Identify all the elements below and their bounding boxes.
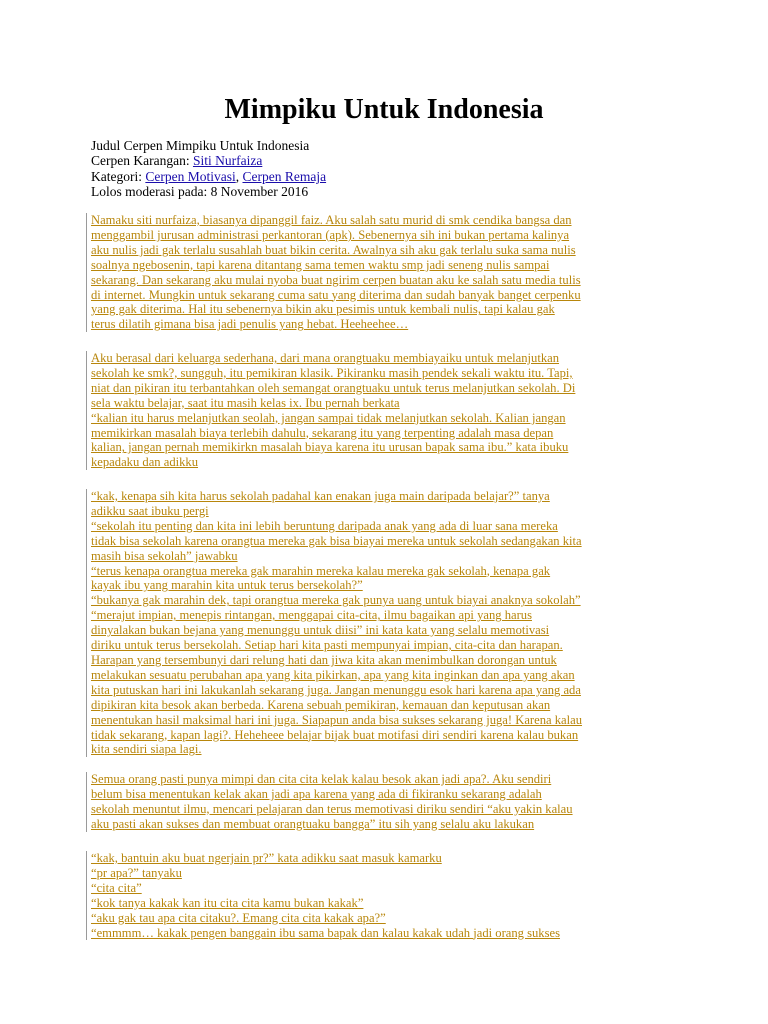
- paragraph-line: “emmmm… kakak pengen banggain ibu sama bapak dan kalau kakak udah jadi orang sukses: [91, 925, 560, 940]
- paragraph-line: kayak ibu yang marahin kita untuk terus bersekolah?”: [91, 578, 363, 593]
- paragraph-line: “kok tanya kakak kan itu cita cita kamu bukan kakak”: [91, 895, 364, 910]
- paragraph-line: kalian, jangan pernah memikirkn masalah biaya karena itu urusan bapak sama ibu.” kata ibuku: [91, 440, 569, 455]
- paragraph-line: Semua orang pasti punya mimpi dan cita cita kelak kalau besok akan jadi apa?. Aku sendiri: [91, 772, 552, 786]
- paragraph-line: sela waktu belajar, saat itu masih kelas ix. Ibu pernah berkata: [91, 395, 400, 410]
- author-link[interactable]: Siti Nurfaiza: [192, 153, 263, 169]
- paragraph-line: “kak, bantuin aku buat ngerjain pr?” kata adikku saat masuk kamarku: [91, 851, 442, 865]
- paragraph-line: menggambil jurusan administrasi perkantoran (apk). Sebenernya sih ini bukan pertama kalinya: [91, 227, 570, 242]
- paragraph-line: sekolah menuntut ilmu, mencari pelajaran dan terus memotivasi diriku sendiri “aku yakin kalau: [91, 801, 573, 816]
- paragraph-line: masih bisa sekolah” jawabku: [91, 548, 238, 563]
- paragraph-line: niat dan pikiran itu terbantahkan oleh semangat orangtuaku untuk terus melanjutkan sekolah. Di: [91, 380, 576, 395]
- paragraph-line: tidak sekarang, kapan lagi?. Heheheee belajar bijak buat motifasi diri sendiri karena kalau bukan: [91, 727, 579, 742]
- paragraph-line: kepadaku dan adikku: [91, 455, 199, 470]
- paragraph-line: “kak, kenapa sih kita harus sekolah padahal kan enakan juga main daripada belajar?” tanya: [91, 489, 550, 503]
- paragraph-line: Namaku siti nurfaiza, biasanya dipanggil faiz. Aku salah satu murid di smk cendika bangsa dan: [91, 213, 572, 227]
- paragraph-line: “bukanya gak marahin dek, tapi orangtua mereka gak punya uang untuk biayai anaknya sokolah”: [91, 593, 581, 608]
- paragraph-line: adikku saat ibuku pergi: [91, 503, 209, 518]
- meta-kategori: [91, 169, 326, 184]
- story-meta: [91, 138, 326, 199]
- paragraph-line: melakukan sesuatu perubahan apa yang kita pikirkan, apa yang kita inginkan dan apa yang akan: [91, 667, 575, 682]
- paragraph-line: Aku berasal dari keluarga sederhana, dari mana orangtuaku membiayaiku untuk melanjutkan: [91, 351, 560, 365]
- paragraph-line: memikirkan masalah biaya terlebih dahulu, sekarang itu yang terpenting adalah masa depan: [91, 425, 554, 440]
- paragraph-line: di internet. Mungkin untuk sekarang cuma satu yang diterima dan sudah banyak banget cerpenku: [91, 287, 581, 302]
- paragraph-line: Harapan yang tersembunyi dari relung hati dan jiwa kita akan menimbulkan dorongan untuk: [91, 652, 557, 667]
- paragraph-3: [86, 489, 695, 757]
- kategori-label: Kategori:: [91, 168, 146, 184]
- meta-judul: Judul Cerpen Mimpiku Untuk Indonesia: [91, 138, 310, 153]
- paragraph-line: aku nulis jadi gak terlalu susahlah buat bikin cerita. Awalnya sih aku gak terlalu suka sama nulis: [91, 242, 576, 257]
- paragraph-line: tidak bisa sekolah karena orangtua mereka gak bisa biayai mereka untuk sekolah sedangakan kita: [91, 533, 582, 548]
- category-link-motivasi[interactable]: Cerpen Motivasi: [145, 168, 236, 184]
- paragraph-line: kita putuskan hari ini lakukanlah sekarang juga. Jangan menunggu esok hari karena apa yang ada: [91, 682, 581, 697]
- karangan-label: Cerpen Karangan:: [91, 153, 193, 169]
- paragraph-line: terus dilatih gimana bisa jadi penulis yang hebat. Heeheehee…: [91, 317, 409, 332]
- category-link-remaja[interactable]: Cerpen Remaja: [242, 168, 327, 184]
- paragraph-line: dinyalakan bukan bejana yang menunggu untuk diisi” ini kata kata yang selalu memotivasi: [91, 623, 550, 638]
- paragraph-line: belum bisa menentukan kelak akan jadi apa karena yang ada di fikiranku sekarang adalah: [91, 786, 542, 801]
- paragraph-line: “pr apa?” tanyaku: [91, 865, 182, 880]
- page-title: Mimpiku Untuk Indonesia: [224, 94, 544, 125]
- paragraph-line: “terus kenapa orangtua mereka gak marahin mereka kalau mereka gak sekolah, kenapa gak: [91, 563, 551, 578]
- category-separator: ,: [235, 168, 243, 184]
- paragraph-5: [86, 851, 695, 940]
- paragraph-line: diriku untuk terus bersekolah. Setiap hari kita pasti mempunyai impian, cita-cita dan harapan.: [91, 638, 563, 653]
- paragraph-line: “aku gak tau apa cita citaku?. Emang cita cita kakak apa?”: [91, 910, 386, 925]
- paragraph-line: “cita cita”: [91, 880, 142, 895]
- meta-lolos: Lolos moderasi pada: 8 November 2016: [91, 183, 309, 199]
- paragraph-line: “sekolah itu penting dan kita ini lebih beruntung daripada anak yang ada di luar sana mereka: [91, 518, 558, 533]
- meta-karangan: [91, 153, 326, 168]
- paragraph-line: aku pasti akan sukses dan membuat orangtuaku bangga” itu sih yang selalu aku lakukan: [91, 816, 535, 831]
- paragraph-2: [86, 351, 695, 470]
- paragraph-line: “kalian itu harus melanjutkan seolah, jangan sampai tidak melanjutkan sekolah. Kalian jangan: [91, 410, 566, 425]
- paragraph-line: yang gak diterima. Hal itu sebenernya bikin aku pesimis untuk kembali nulis, tapi kalau gak: [91, 302, 555, 317]
- paragraph-line: menentukan hasil maksimal hari ini juga. Siapapun anda bisa sukses sekarang juga! Karena kalau: [91, 712, 583, 727]
- paragraph-line: sekolah ke smk?, sungguh, itu pemikiran klasik. Pikiranku masih pendek sekali waktu itu. Tapi,: [91, 365, 573, 380]
- paragraph-line: sekarang. Dan sekarang aku mulai nyoba buat ngirim cerpen buatan aku ke salah satu media tulis: [91, 272, 581, 287]
- paragraph-4: [86, 772, 695, 832]
- paragraph-line: soalnya ngebosenin, tapi karena ditantang sama temen waktu smp jadi seneng nulis sampai: [91, 257, 550, 272]
- paragraph-line: kita sendiri siapa lagi.: [91, 742, 202, 757]
- paragraph-line: “merajut impian, menepis rintangan, menggapai cita-cita, ilmu bagaikan api yang harus: [91, 608, 532, 623]
- paragraph-line: dipikiran kita besok akan berbeda. Karena sebuah pemikiran, kemauan dan keputusan akan: [91, 697, 551, 712]
- paragraph-1: [86, 213, 695, 332]
